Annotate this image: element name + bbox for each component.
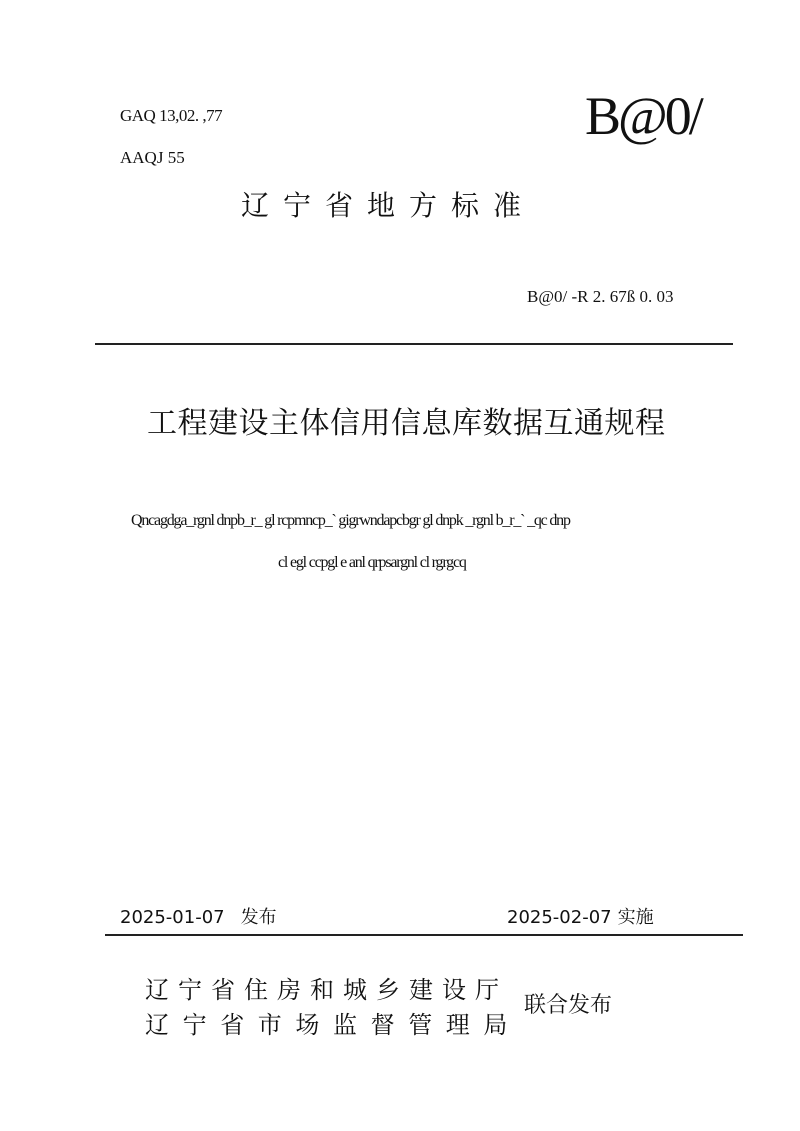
standard-number: B@0/ -R 2. 67ß 0. 03 <box>527 287 674 306</box>
issuer-market-regulation: 辽宁省市场监督管理局 <box>145 1011 521 1039</box>
english-title-line-2: cl egl ccpgl e anl qrpsargnl cl rgrgcq <box>278 554 466 571</box>
ics-code: GAQ 13,02. ,77 <box>120 106 223 125</box>
issue-date-block <box>120 903 277 929</box>
standard-type-heading: 辽宁省地方标准 <box>241 189 536 222</box>
joint-release-label: 联合发布 <box>524 993 613 1018</box>
issue-label: 发布 <box>240 907 277 928</box>
implement-label: 实施 <box>617 907 654 928</box>
implement-date-block <box>507 903 654 929</box>
bottom-divider <box>105 934 743 936</box>
issue-date: 2025-01-07 <box>120 907 225 928</box>
document-title: 工程建设主体信用信息库数据互通规程 <box>147 406 666 441</box>
issuer-housing-department: 辽宁省住房和城乡建设厅 <box>145 976 508 1004</box>
implement-date: 2025-02-07 <box>507 907 612 928</box>
top-divider <box>95 343 733 345</box>
standard-logo: B@0/ <box>585 86 701 146</box>
english-title-line-1: Qncagdga_rgnl dnpb_r_ gl rcpmncp_` gigrwndapcbgr gl dnpk _rgnl b_r_` _qc dnp <box>131 512 570 529</box>
ccs-code: AAQJ 55 <box>120 148 185 167</box>
